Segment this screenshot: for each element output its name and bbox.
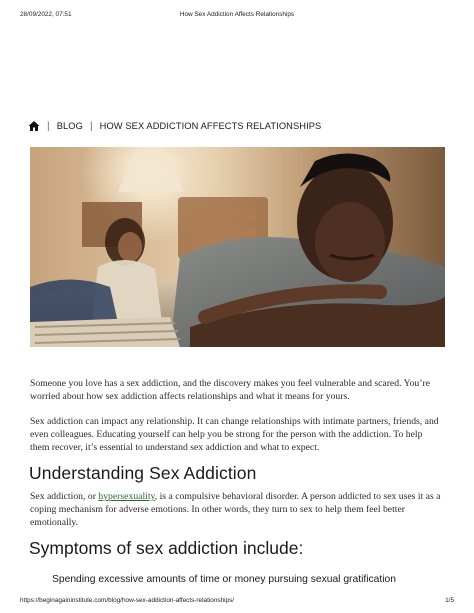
home-icon[interactable]: [28, 120, 40, 132]
hypersexuality-link[interactable]: hypersexuality: [98, 491, 155, 502]
section-heading-symptoms: Symptoms of sex addiction include:: [29, 538, 304, 558]
definition-paragraph: [30, 490, 444, 529]
section-heading-understanding: Understanding Sex Addiction: [29, 463, 257, 483]
print-url: https://beginagaininstitute.com/blog/how-sex-addiction-affects-relationships/: [20, 597, 235, 604]
breadcrumb-blog-link[interactable]: BLOG: [56, 121, 83, 131]
intro-paragraph: Someone you love has a sex addiction, and the discovery makes you feel vulnerable and scared. You’re worried about how sex addiction affects relationships and what it means for yours.: [30, 378, 431, 402]
impact-paragraph: Sex addiction can impact any relationship. It can change relationships with intimate partners, friends, and even colleagues. Educating yourself can help you be strong for the person with the addiction. To help them recover, it’s essential to understand sex addiction and what to expect.: [30, 416, 439, 453]
definition-text-end: , is a compulsive behavioral disorder. A person addicted to sex uses it as a coping mechanism for adverse emotions. In other words, they turn to sex to help them feel better emotionally.: [30, 491, 441, 528]
print-title: How Sex Addiction Affects Relationships: [179, 11, 295, 18]
symptom-list-item: Spending excessive amounts of time or money pursuing sexual gratification: [52, 574, 396, 585]
breadcrumb-separator: |: [47, 120, 50, 132]
breadcrumb-current-page: HOW SEX ADDICTION AFFECTS RELATIONSHIPS: [99, 121, 322, 131]
breadcrumb-separator: |: [89, 120, 93, 132]
definition-text-start: Sex addiction, or: [30, 491, 99, 502]
print-datetime: 28/09/2022, 07:51: [20, 11, 72, 18]
page-number: 1/5: [445, 597, 454, 604]
breadcrumb: [28, 119, 321, 133]
print-header: [20, 11, 454, 21]
hero-image: [30, 147, 445, 347]
print-footer: [20, 597, 454, 607]
